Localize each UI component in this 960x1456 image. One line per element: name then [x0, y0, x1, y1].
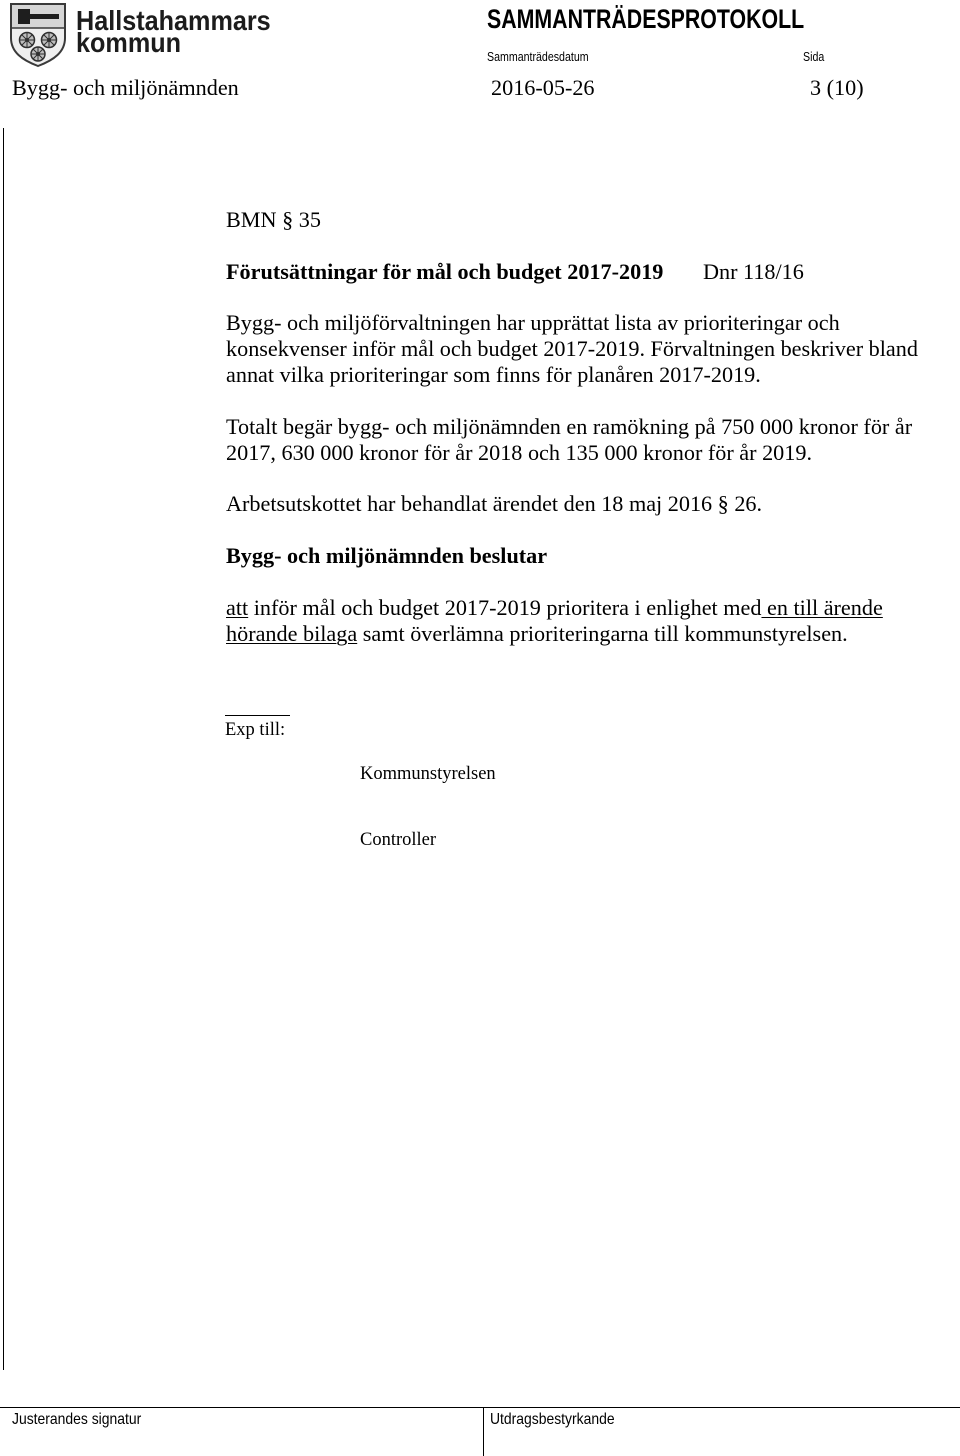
footer-rule [0, 1407, 960, 1408]
meeting-date: 2016-05-26 [491, 75, 595, 100]
decision-line [226, 621, 946, 647]
recipient: Controller [360, 830, 437, 850]
signature-label: Justerandes signatur [12, 1411, 142, 1428]
certification-label: Utdragsbestyrkande [490, 1411, 615, 1428]
paragraph [226, 310, 946, 388]
diary-number: Dnr 118/16 [703, 258, 804, 284]
distribution-label: Exp till: [225, 720, 286, 740]
wheel-icon [31, 47, 45, 61]
item-number: BMN § 35 [226, 207, 321, 232]
decision [226, 595, 946, 647]
logo-name-line1: Hallstahammars [76, 5, 271, 36]
paragraph [226, 414, 946, 466]
decision-text: inför mål och budget 2017-2019 prioritera i enlighet med [248, 594, 762, 620]
distribution-recipients [360, 719, 496, 895]
footer-divider [483, 1407, 484, 1456]
committee-name: Bygg- och miljönämnden [12, 75, 239, 100]
decision-heading: Bygg- och miljönämnden beslutar [226, 542, 548, 568]
recipient: Kommunstyrelsen [360, 764, 496, 784]
page-number: 3 (10) [810, 75, 864, 100]
paragraph-line: Totalt begär bygg- och miljönämnden en ramökning på 750 000 kronor för år [226, 413, 913, 439]
wheel-icon [20, 33, 35, 48]
paragraph-line: konsekvenser inför mål och budget 2017-2019. Förvaltningen beskriver bland [226, 336, 918, 362]
paragraph [226, 491, 946, 517]
decision-att: att [226, 594, 249, 620]
margin-rule [3, 128, 4, 1370]
coat-of-arms-emblem [9, 2, 67, 68]
item-title-row [226, 259, 946, 285]
page-label: Sida [803, 50, 825, 64]
document-type: SAMMANTRÄDESPROTOKOLL [487, 4, 805, 34]
logo-name-line2: kommun [76, 27, 182, 58]
decision-text: samt överlämna prioriteringarna till kommunstyrelsen. [357, 620, 848, 646]
item-title: Förutsättningar för mål och budget 2017-2019 [226, 258, 664, 284]
attachment-reference: en till ärende [761, 594, 883, 620]
paragraph-line: annat vilka prioriteringar som finns för planåren 2017-2019. [226, 362, 761, 388]
wheel-icon [42, 33, 57, 48]
paragraph-line: Arbetsutskottet har behandlat ärendet den 18 maj 2016 § 26. [226, 491, 763, 517]
distribution-rule [225, 715, 290, 716]
decision-line [226, 595, 946, 621]
meeting-date-label: Sammanträdesdatum [487, 50, 589, 64]
attachment-reference: hörande bilaga [226, 620, 358, 646]
protocol-item [226, 207, 946, 646]
paragraph-line: 2017, 630 000 kronor för år 2018 och 135 000 kronor för år 2019. [226, 439, 813, 465]
paragraph-line: Bygg- och miljöförvaltningen har upprättat lista av prioriteringar och [226, 310, 840, 336]
